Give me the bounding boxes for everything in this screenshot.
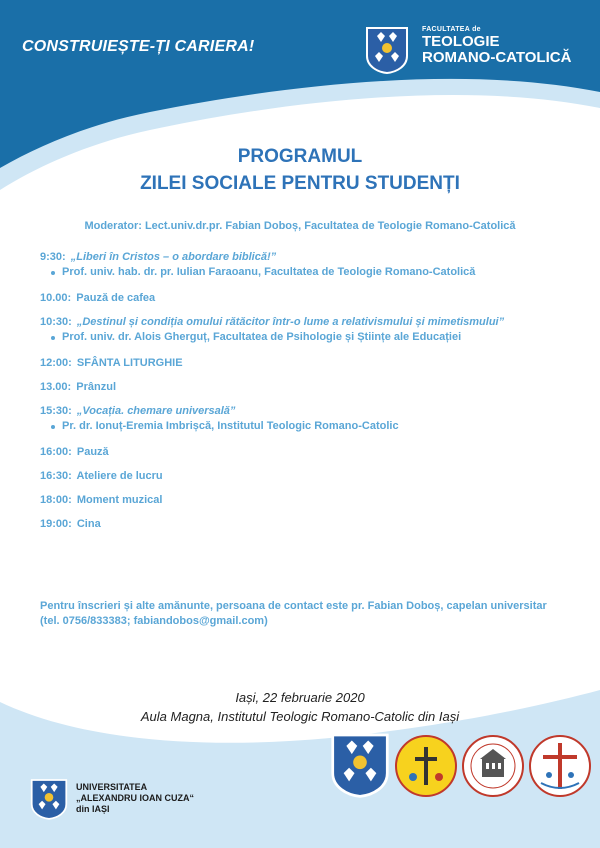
schedule-time: 9:30: bbox=[40, 251, 66, 263]
schedule-label: Moment muzical bbox=[76, 494, 163, 506]
university-crest-icon bbox=[365, 26, 409, 74]
contact-line: Pentru înscrieri și alte amănunte, persoana de contact este pr. Fabian Doboș, capelan universitar bbox=[40, 600, 547, 612]
event-date: Iași, 22 februarie 2020 bbox=[235, 690, 365, 705]
schedule-label: SFÂNTA LITURGHIE bbox=[76, 357, 183, 369]
contact-details: (tel. 0756/833383; fabiandobos@gmail.com) bbox=[40, 615, 268, 627]
talk-title: „Vocația. chemare universală” bbox=[76, 405, 236, 417]
schedule-time: 15:30: bbox=[40, 405, 72, 417]
faculty-prefix: FACULTATEA de bbox=[422, 26, 481, 33]
schedule-item bbox=[40, 446, 570, 461]
faculty-line2: ROMANO-CATOLICĂ bbox=[422, 49, 572, 67]
speaker: Pr. dr. Ionuț-Eremia Imbrișcă, Institutul Teologic Romano-Catolic bbox=[40, 420, 570, 437]
schedule-item bbox=[40, 470, 570, 485]
page-title: PROGRAMUL bbox=[237, 146, 363, 167]
institute-seal-icon bbox=[462, 735, 524, 797]
schedule-item bbox=[40, 292, 570, 307]
schedule-item bbox=[40, 494, 570, 509]
university-line3: din IAȘI bbox=[76, 804, 110, 814]
university-line1: UNIVERSITATEA bbox=[76, 782, 148, 792]
schedule-item bbox=[40, 357, 570, 372]
schedule-time: 13.00: bbox=[40, 381, 72, 393]
speaker: Prof. univ. dr. Alois Gherguț, Facultatea de Psihologie și Științe ale Educației bbox=[40, 331, 570, 348]
schedule-item bbox=[40, 251, 570, 266]
schedule-time: 18:00: bbox=[40, 494, 72, 506]
schedule-time: 16:00: bbox=[40, 446, 72, 458]
event-info bbox=[0, 688, 600, 726]
university-name bbox=[76, 782, 194, 815]
schedule-label: Pauză de cafea bbox=[76, 292, 156, 304]
university-crest-icon bbox=[330, 732, 390, 798]
slogan: CONSTRUIEȘTE-ȚI CARIERA! bbox=[22, 38, 255, 55]
talk-title: „Liberi în Cristos – o abordare biblică!” bbox=[70, 251, 277, 263]
schedule-item bbox=[40, 405, 570, 420]
schedule-time: 12:00: bbox=[40, 357, 72, 369]
schedule-label: Prânzul bbox=[76, 381, 116, 393]
schedule-label: Cina bbox=[76, 518, 101, 530]
schedule bbox=[40, 251, 570, 533]
schedule-time: 19:00: bbox=[40, 518, 72, 530]
faculty-name bbox=[422, 26, 571, 66]
talk-title: „Destinul și condiția omului rătăcitor într-o lume a relativismului și mimetismului” bbox=[76, 316, 505, 328]
schedule-time: 10:30: bbox=[40, 316, 72, 328]
schedule-item bbox=[40, 316, 570, 331]
event-venue: Aula Magna, Institutul Teologic Romano-Catolic din Iași bbox=[140, 709, 460, 724]
schedule-item bbox=[40, 518, 570, 533]
schedule-label: Pauză bbox=[76, 446, 109, 458]
parish-emblem-icon bbox=[395, 735, 457, 797]
schedule-label: Ateliere de lucru bbox=[76, 470, 163, 482]
schedule-time: 16:30: bbox=[40, 470, 72, 482]
university-line2: „ALEXANDRU IOAN CUZA“ bbox=[76, 793, 194, 803]
schedule-time: 10.00: bbox=[40, 292, 72, 304]
contact-info bbox=[40, 599, 570, 629]
schedule-item bbox=[40, 381, 570, 396]
faculty-line1: TEOLOGIE bbox=[422, 33, 500, 51]
moderator: Moderator: Lect.univ.dr.pr. Fabian Doboș, Facultatea de Teologie Romano-Catolică bbox=[84, 220, 516, 232]
cross-logo-icon bbox=[529, 735, 591, 797]
page-subtitle: ZILEI SOCIALE PENTRU STUDENȚI bbox=[140, 173, 460, 194]
speaker: Prof. univ. hab. dr. pr. Iulian Faraoanu, Facultatea de Teologie Romano-Catolică bbox=[40, 266, 570, 283]
university-crest-icon bbox=[30, 778, 68, 820]
